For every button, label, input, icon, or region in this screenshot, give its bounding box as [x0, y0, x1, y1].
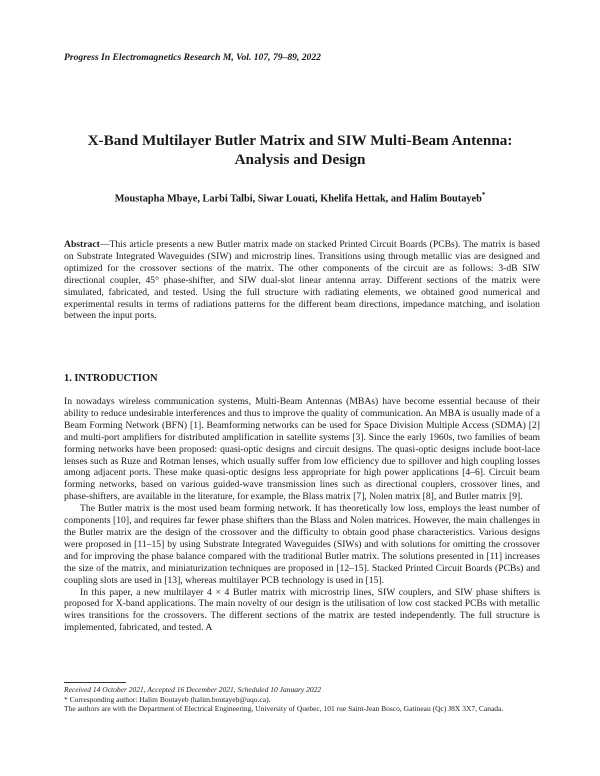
abstract-text: —This article presents a new Butler matrix made on stacked Printed Circuit Boards (PCBs). The matrix is based on Substrate Integrated Waveguides (SIW) and microstrip lines. Transitions using through metallic vias are designed and optimized for the crossover sections of the matrix. The other components of the circuit are as follows: 3-dB SIW directional coupler, 45° phase-shifter, and SIW dual-slot linear antenna array. Different sections of the matrix were simulated, fabricated, and tested. Using the full structure with radiating elements, we obtained good numerical and experimental results in terms of radiations patterns for the different beam directions, impedance matching, and isolation between the input ports. — [64, 239, 540, 322]
paragraph: In nowadays wireless communication systems, Multi-Beam Antennas (MBAs) have become essential because of their ability to reduce undesirable interferences and thus to improve the quality of communication. An MBA is usually made of a Beam Forming Network (BFN) [1]. Beamforming networks can be used for Space Division Multiple Access (SDMA) [2] and multi-port amplifiers for distributed amplification in satellite systems [3]. Since the early 1960s, two families of beam forming networks have been proposed: quasi-optic designs and circuit designs. The quasi-optic designs include boot-lace lenses such as Ruze and Rotman lenses, which usually suffer from low efficiency due to spillover and high coupling losses among adjacent ports. These make quasi-optic designs less appropriate for high power applications [4–6]. Circuit beam forming networks, based on various guided-wave transmission lines such as directional couplers, crossover lines, and phase-shifters, are available in the literature, for example, the Blass matrix [7], Nolen matrix [8], and Butler matrix [9]. — [64, 396, 540, 503]
title-line-2: Analysis and Design — [234, 151, 366, 168]
paper-title — [40, 131, 560, 169]
journal-header: Progress In Electromagnetics Research M, Vol. 107, 79–89, 2022 — [64, 52, 321, 63]
abstract — [64, 239, 540, 322]
footnotes — [64, 685, 540, 714]
title-line-1: X-Band Multilayer Butler Matrix and SIW Multi-Beam Antenna: — [87, 132, 513, 149]
corresponding-mark: * — [481, 191, 486, 199]
authors-text: Moustapha Mbaye, Larbi Talbi, Siwar Louati, Khelifa Hettak, and Halim Boutayeb — [114, 193, 482, 205]
received-dates: Received 14 October 2021, Accepted 16 December 2021, Scheduled 10 January 2022 — [64, 685, 322, 694]
corresponding-author-note: * Corresponding author: Halim Boutayeb (halim.boutayeb@uqo.ca). — [64, 694, 271, 704]
paragraph: The Butler matrix is the most used beam forming network. It has theoretically low loss, employs the least number of components [10], and requires far fewer phase shifters than the Blass and Nolen matrices. However, the main challenges in the Butler matrix are the design of the crossover and the difficulty to obtain good phase characteristics. Various designs were proposed in [11–15] by using Substrate Integrated Waveguides (SIWs) and with solutions for omitting the crossover and for improving the phase balance compared with the traditional Butler matrix. The solutions presented in [11] increases the size of the matrix, and miniaturization techniques are proposed in [12–15]. Stacked Printed Circuit Boards (PCBs) and coupling slots are used in [13], whereas multilayer PCB technology is used in [15]. — [64, 503, 540, 586]
affiliation-note: The authors are with the Department of Electrical Engineering, University of Quebec, 101 rue Saint-Jean Bosco, Gatineau (Qc) J8X 3X7, Canada. — [64, 704, 504, 714]
section-heading: 1. INTRODUCTION — [64, 373, 158, 384]
abstract-label: Abstract — [64, 239, 100, 250]
paragraph: In this paper, a new multilayer 4 × 4 Butler matrix with microstrip lines, SIW couplers, and SIW phase shifters is proposed for X-band applications. The main novelty of our design is the utilisation of low cost stacked PCBs with metallic wires transitions for the crossovers. The different sections of the matrix are tested independently. The full structure is implemented, fabricated, and tested. A — [64, 586, 540, 634]
footnote-rule — [64, 682, 126, 683]
author-list — [40, 191, 560, 204]
body-text — [64, 396, 540, 634]
